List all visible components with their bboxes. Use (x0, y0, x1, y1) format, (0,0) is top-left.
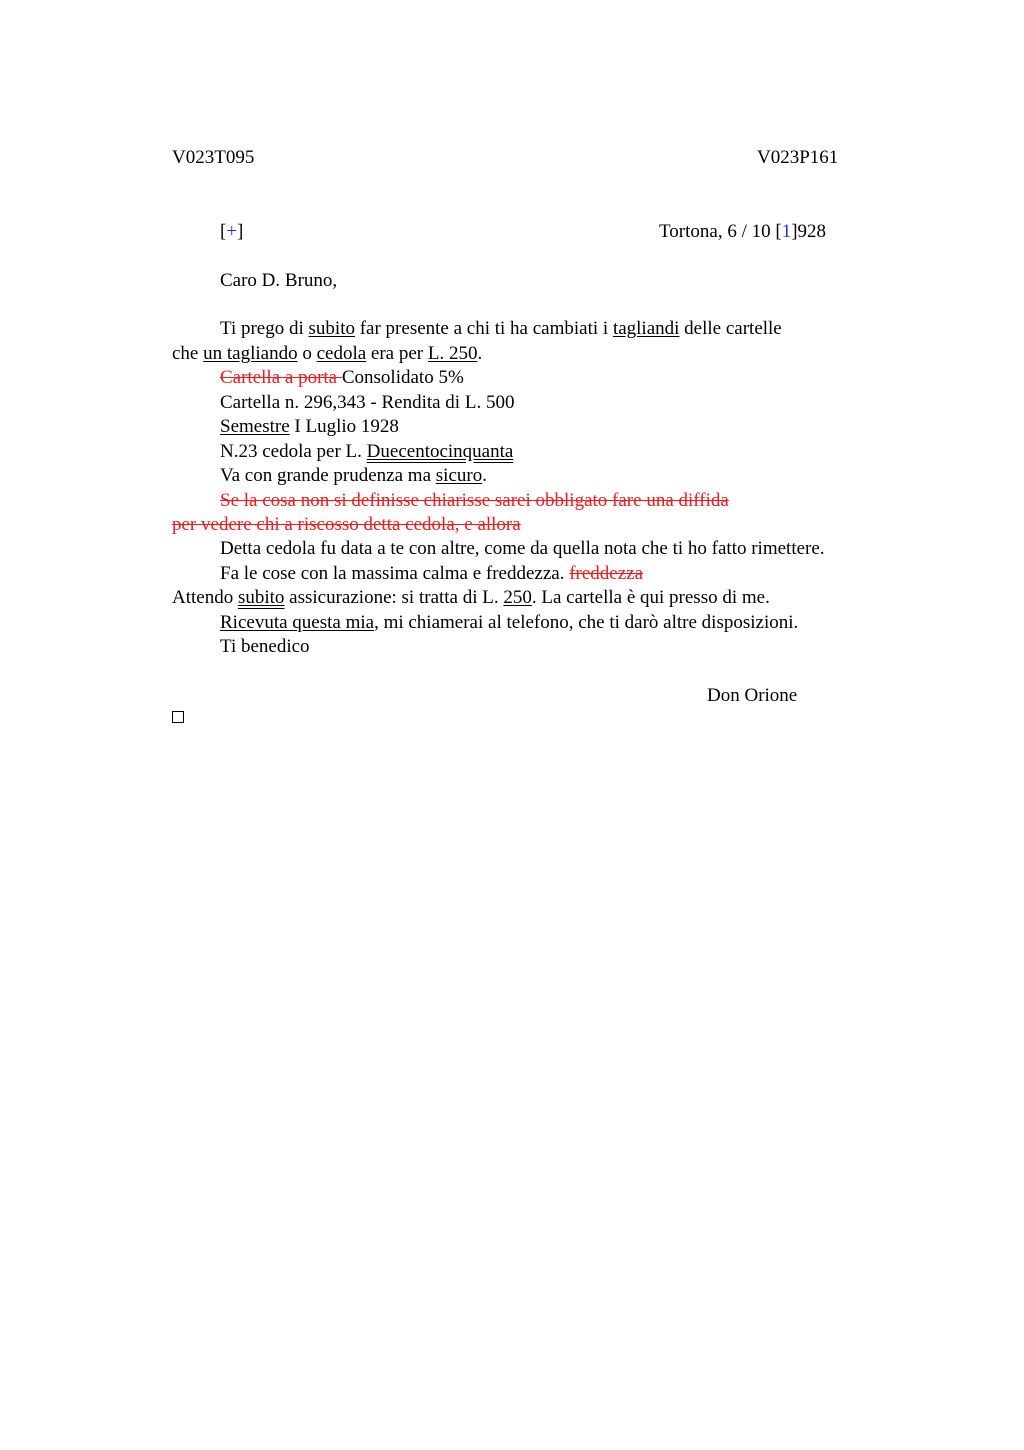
underlined-text: tagliandi (612, 318, 680, 339)
text: Ti prego di (220, 318, 309, 339)
underlined-text: cedola (316, 343, 367, 364)
underlined-text: 250 (503, 587, 532, 608)
deleted-text: Cartella a porta (220, 367, 342, 388)
double-underlined-text: Duecentocinquanta (366, 441, 514, 462)
text: . (482, 465, 487, 486)
paragraph-line-1 (220, 317, 782, 341)
text: Attendo (172, 587, 238, 608)
date-suffix: ]928 (791, 221, 827, 242)
marker-open: [ (220, 221, 227, 242)
text: Consolidato 5% (341, 367, 464, 388)
text: N.23 cedola per L. (220, 441, 367, 462)
line-semestre (220, 415, 399, 439)
text: Va con grande prudenza ma (220, 465, 436, 486)
salutation: Caro D. Bruno, (220, 270, 338, 291)
text: era per (366, 343, 428, 364)
underlined-text: Semestre (220, 416, 290, 437)
text: che (172, 343, 204, 364)
underlined-text: Ricevuta questa mia (220, 612, 375, 633)
text: Fa le cose con la massima calma e freddezza. (220, 563, 570, 584)
line-detta-cedola: Detta cedola fu data a te con altre, come da quella nota che ti ho fatto rimettere. (220, 538, 825, 559)
date-year-digit: 1 (781, 221, 792, 242)
deleted-text: freddezza (569, 563, 644, 584)
line-ricevuta (220, 611, 798, 635)
line-calma (220, 562, 643, 586)
text: , mi chiamerai al telefono, che ti darò altre disposizioni. (374, 612, 799, 633)
right-archive-code: V023P161 (757, 147, 839, 168)
deleted-line-2: per vedere chi a riscosso detta cedola, e allora (172, 514, 521, 535)
deleted-line-1: Se la cosa non si definisse chiarisse sarei obbligato fare una diffida (220, 490, 729, 511)
paragraph-line-2 (172, 342, 482, 366)
marker-close: ] (237, 221, 244, 242)
line-prudenza (220, 464, 487, 488)
text: far presente a chi ti ha cambiati i (354, 318, 613, 339)
left-archive-code: V023T095 (172, 147, 255, 168)
text: delle cartelle (679, 318, 782, 339)
underlined-text: sicuro (435, 465, 483, 486)
editorial-marker (220, 220, 243, 244)
empty-box-glyph (172, 711, 184, 723)
text: assicurazione: si tratta di L. (284, 587, 504, 608)
signature: Don Orione (707, 685, 798, 706)
line-cartella: Cartella n. 296,343 - Rendita di L. 500 (220, 392, 515, 413)
underlined-text: L. 250 (427, 343, 478, 364)
text: o (297, 343, 317, 364)
line-consolidato (220, 366, 464, 390)
line-cedola (220, 440, 513, 464)
date-prefix: Tortona, 6 / 10 [ (659, 221, 782, 242)
marker-plus: + (226, 221, 238, 242)
underlined-text: un tagliando (203, 343, 298, 364)
text: . La cartella è qui presso di me. (531, 587, 770, 608)
double-underlined-text: subito (237, 587, 285, 608)
letter-date (659, 220, 826, 244)
closing-blessing: Ti benedico (220, 636, 310, 657)
line-attendo (172, 586, 770, 610)
text: . (477, 343, 483, 364)
underlined-text: subito (308, 318, 355, 339)
text: I Luglio 1928 (289, 416, 399, 437)
